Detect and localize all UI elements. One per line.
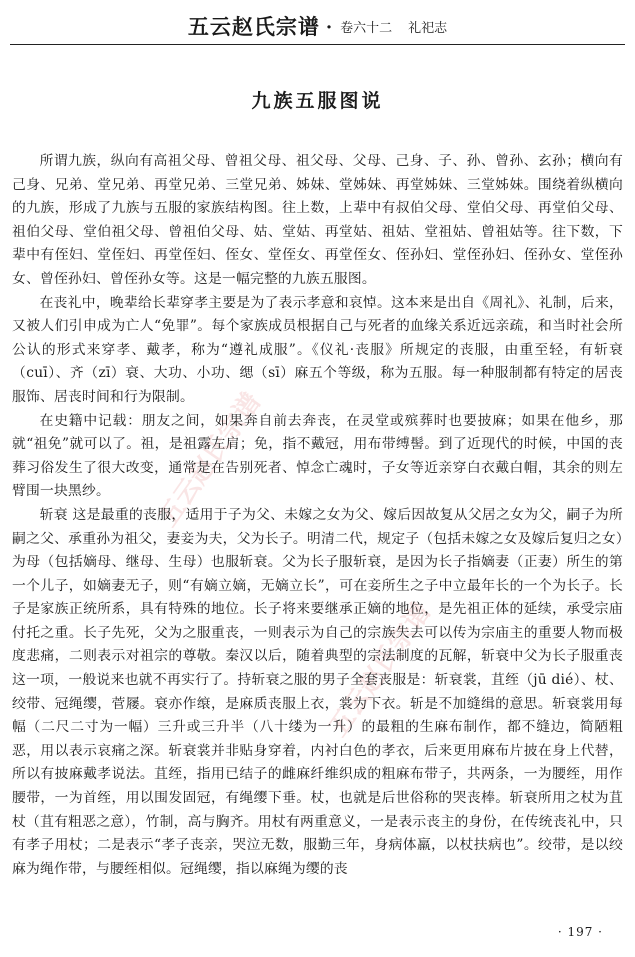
paragraph-zhancui: 斩衰 这是最重的丧服，适用于子为父、未嫁之女为父、嫁后因故复从父居之女为父，嗣子为所嗣之父、承重孙为祖父，妻妾为夫，父为长子。明清二代，规定子（包括未嫁之女及嫁后复归之女）为母（包括嫡母、继母、生母）也服斩衰。父为长子服斩衰，是因为长子指嫡妻（正妻）所生的第一个儿子，如嫡妻无子，则“有嫡立嫡，无嫡立长”，可在妾所生之子中立最年长的一个为长子。长子是家族正统所系，具有特殊的地位。长子将来要继承正嫡的地位，是先祖正体的延续，承受宗庙付托之重。长子先死，父为之服重丧，一则表示为自己的宗族失去可以传为宗庙主的重要人物而极度悲痛，二则表示对祖宗的尊敬。秦汉以后，随着典型的宗法制度的瓦解，斩衰中父为长子服重丧这一项，一般说来也就不再实行了。持斩衰之服的男子全套丧服是：斩衰裳，苴绖（jū dié）、杖、绞带、冠绳缨，菅屦。衰亦作缞，是麻质丧服上衣，裳为下衣。斩是不加缝缉的意思。斩衰裳用每幅（二尺二寸为一幅）三升或三升半（八十缕为一升）的最粗的生麻布制作，都不缝边，简陋粗恶，用以表示哀痛之深。斩衰裳并非贴身穿着，内衬白色的孝衣，后来更用麻布片披在身上代替，所以有披麻戴孝说法。苴绖，指用已结子的雌麻纤维织成的粗麻布带子，共两条，一为腰绖，用作腰带，一为首绖，用以围发固冠，有绳缨下垂。杖，也就是后世俗称的哭丧棒。斩衰所用之杖为苴杖（苴有粗恶之意），竹制，高与胸齐。用杖有两重意义，一是表示丧主的身份，在传统丧礼中，只有孝子用杖；二是表示“孝子丧亲，哭泣无数，服勤三年，身病体羸，以杖扶病也”。绞带，是以绞麻为绳作带，与腰绖相似。冠绳缨，指以麻绳为缨的丧 [12, 506, 623, 877]
paragraph-historical-records: 在史籍中记载：朋友之间，如果奔自前去奔丧，在灵堂或殡葬时也要披麻；如果在他乡，那就“祖免”就可以了。祖，是祖露左肩；免，指不戴冠，用布带缚髻。到了近现代的时候，中国的丧葬习俗发生了很大改变，通常是在告别死者、悼念亡魂时，子女等近亲穿白衣戴白帽，其余的则左臂围一块黑纱。 [12, 412, 623, 500]
running-header [20, 10, 615, 40]
header-divider [10, 44, 625, 45]
watermark-stamp: 五云赵氏宗谱 [153, 387, 268, 533]
watermark-stamp: 五云赵氏宗谱 [323, 597, 438, 743]
section-label: 礼祀志 [408, 21, 448, 36]
paragraph-nine-clans: 所谓九族，纵向有高祖父母、曾祖父母、祖父母、父母、己身、子、孙、曾孙、玄孙；横向有己身、兄弟、堂兄弟、再堂兄弟、三堂兄弟、姊妹、堂姊妹、再堂姊妹、三堂姊妹。围绕着纵横向的九族，形成了九族与五服的家族结构图。往上数，上辈中有叔伯父母、堂伯父母、再堂伯父母、祖伯父母、堂伯祖父母、曾祖伯父母、姑、堂姑、再堂姑、祖姑、堂祖姑、曾祖姑等。往下数，下辈中有侄妇、堂侄妇、再堂侄妇、侄女、堂侄女、再堂侄女、侄孙妇、堂侄孙妇、侄孙女、堂侄孙女、曾侄孙妇、曾侄孙女等。这是一幅完整的九族五服图。 [12, 153, 623, 287]
paragraph-mourning-rites: 在丧礼中，晚辈给长辈穿孝主要是为了表示孝意和哀悼。这本来是出自《周礼》、礼制，后来，又被人们引申成为亡人“免罪”。每个家族成员根据自己与死者的血缘关系近远亲疏，和当时社会所公认的形式来穿孝、戴孝，称为“遵礼成服”。《仪礼·丧服》所规定的丧服，由重至轻，有斩衰（cuī）、齐（zī）衰、大功、小功、缌（sī）麻五个等级，称为五服。每一种服制都有特定的居丧服饰、居丧时间和行为限制。 [12, 294, 623, 405]
volume-label: 卷六十二 [340, 21, 393, 36]
page-number: · 197 · [557, 925, 603, 939]
article-heading: 九族五服图说 [251, 90, 384, 112]
genealogy-title: 五云赵氏宗谱 [187, 14, 320, 39]
article-body [12, 150, 623, 881]
header-separator-dot: · [325, 17, 333, 38]
